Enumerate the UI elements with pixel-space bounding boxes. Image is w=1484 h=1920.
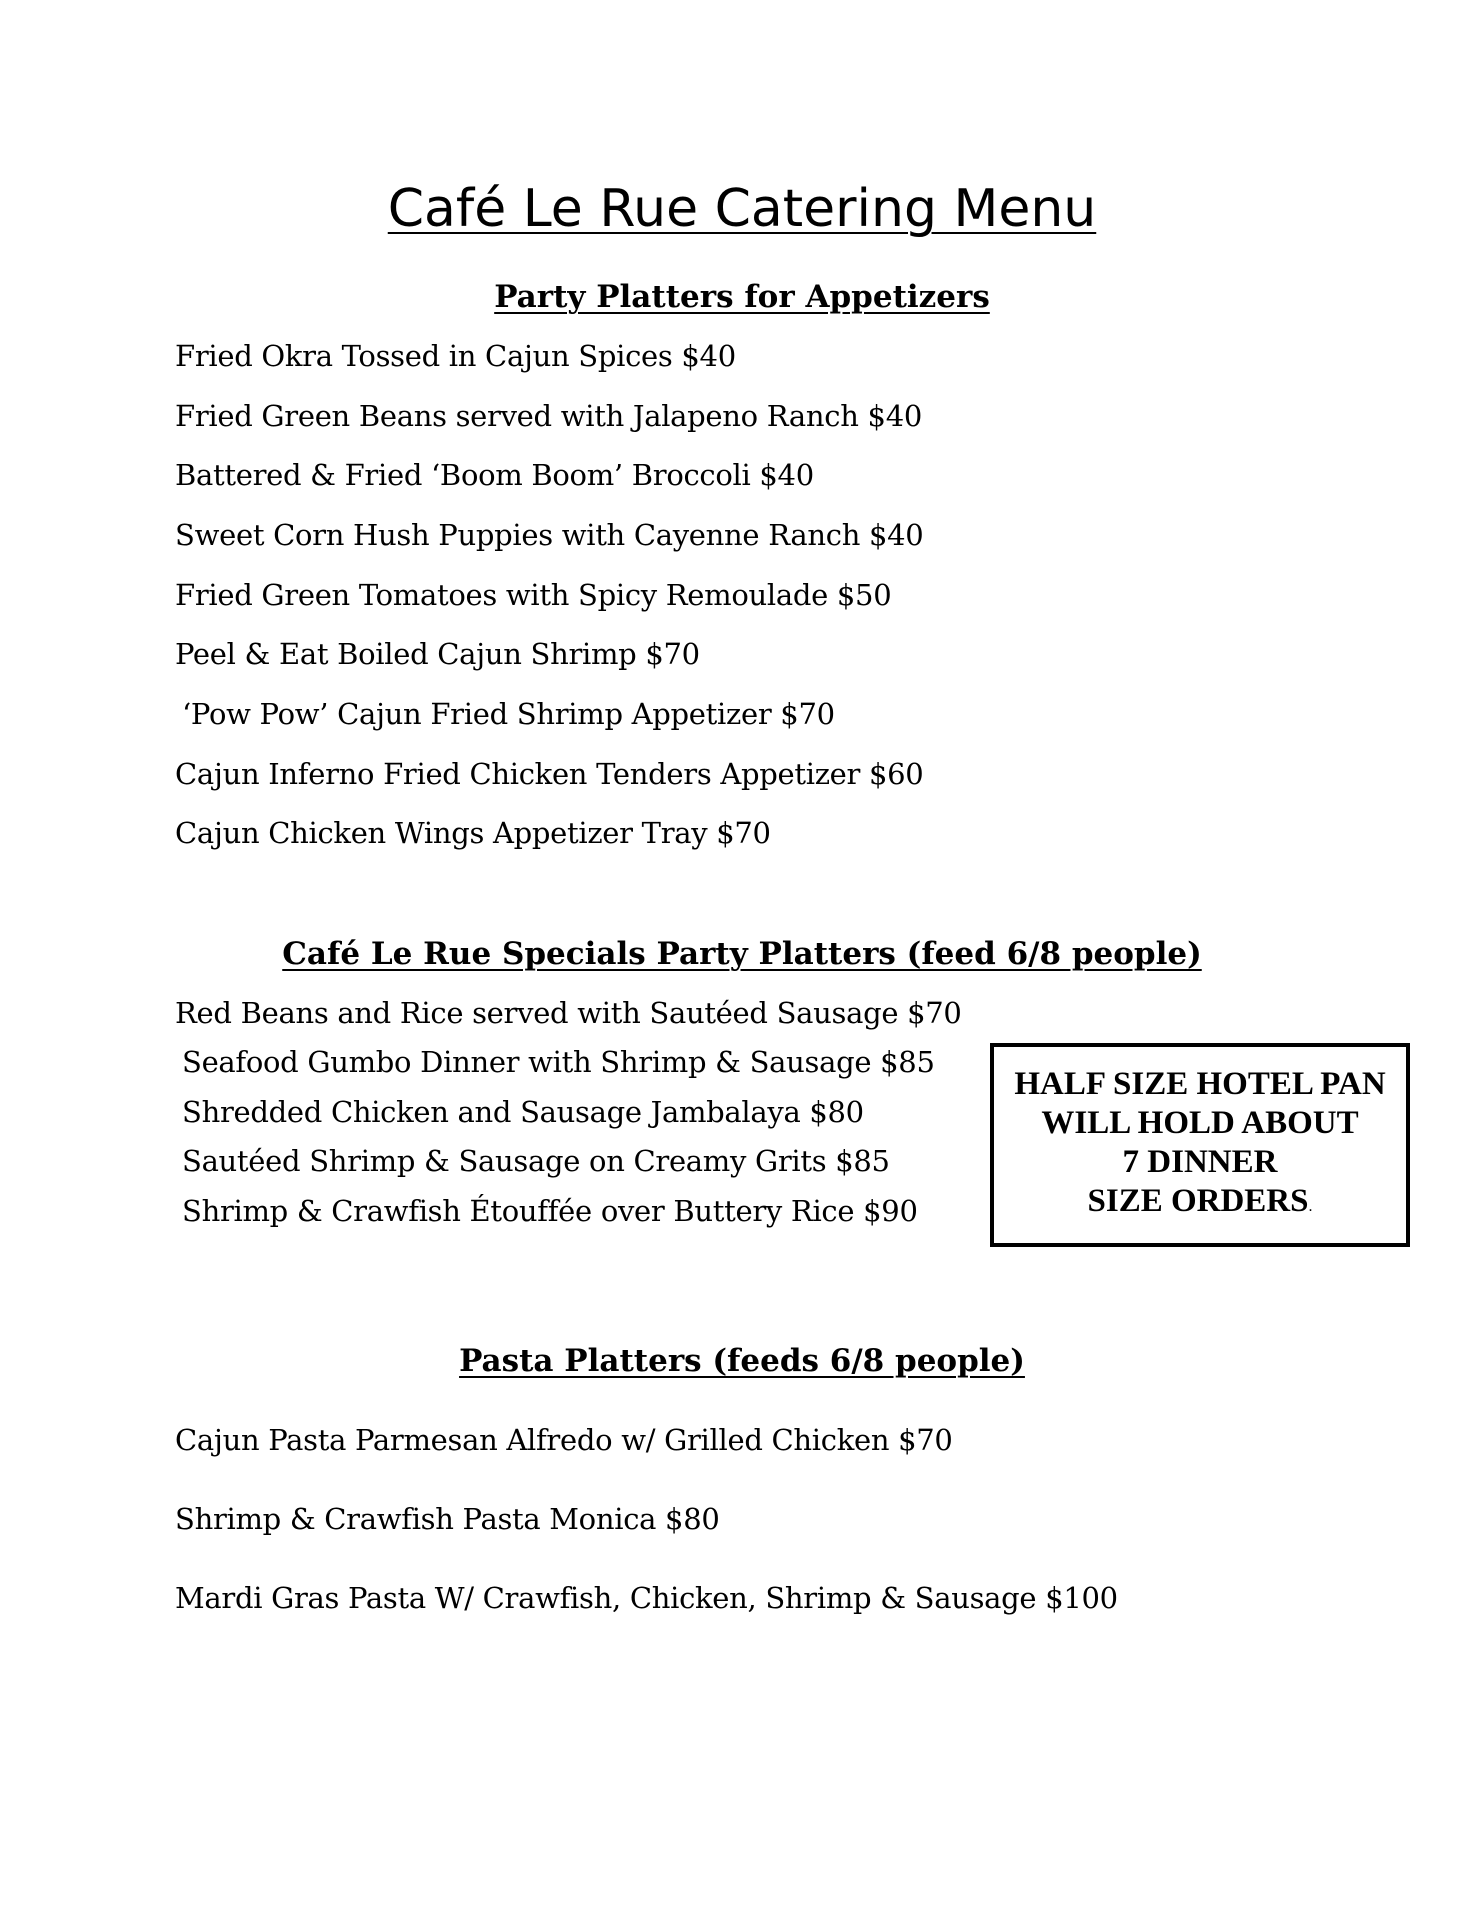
menu-item: Sautéed Shrimp & Sausage on Creamy Grits $85 [182,1144,890,1178]
section-heading-appetizers: Party Platters for Appetizers [494,279,990,315]
menu-item: Shredded Chicken and Sausage Jambalaya $80 [182,1095,864,1129]
menu-item: Fried Green Beans served with Jalapeno Ranch $40 [175,399,922,433]
hotel-pan-note-box [990,1043,1410,1247]
page-title: Café Le Rue Catering Menu [387,179,1097,239]
note-line: HALF SIZE HOTEL PAN [1014,1065,1386,1102]
note-line-last [1088,1182,1313,1226]
menu-item: Cajun Inferno Fried Chicken Tenders Appetizer $60 [175,757,924,791]
menu-item: Red Beans and Rice served with Sautéed Sausage $70 [175,996,962,1030]
menu-item: Cajun Chicken Wings Appetizer Tray $70 [175,816,771,850]
menu-item: Battered & Fried ‘Boom Boom’ Broccoli $40 [175,458,814,492]
menu-item: Fried Green Tomatoes with Spicy Remoulade $50 [175,578,892,612]
menu-item: Shrimp & Crawfish Pasta Monica $80 [175,1502,720,1536]
menu-item: Seafood Gumbo Dinner with Shrimp & Sausage $85 [182,1045,935,1079]
section-heading-specials: Café Le Rue Specials Party Platters (feed 6/8 people) [282,936,1202,972]
menu-item: Fried Okra Tossed in Cajun Spices $40 [175,339,736,373]
section-heading-pasta: Pasta Platters (feeds 6/8 people) [459,1343,1025,1379]
note-line: 7 DINNER [1122,1143,1278,1180]
note-trailing-period: . [1308,1197,1313,1215]
menu-item: ‘Pow Pow’ Cajun Fried Shrimp Appetizer $70 [182,697,835,731]
menu-item: Mardi Gras Pasta W/ Crawfish, Chicken, Shrimp & Sausage $100 [175,1581,1118,1615]
note-line: WILL HOLD ABOUT [1041,1104,1359,1141]
menu-item: Peel & Eat Boiled Cajun Shrimp $70 [175,637,700,671]
note-line: SIZE ORDERS [1087,1182,1309,1219]
menu-item: Sweet Corn Hush Puppies with Cayenne Ranch $40 [175,518,924,552]
menu-item: Cajun Pasta Parmesan Alfredo w/ Grilled Chicken $70 [175,1423,953,1457]
menu-item: Shrimp & Crawfish Étouffée over Buttery Rice $90 [182,1194,918,1228]
